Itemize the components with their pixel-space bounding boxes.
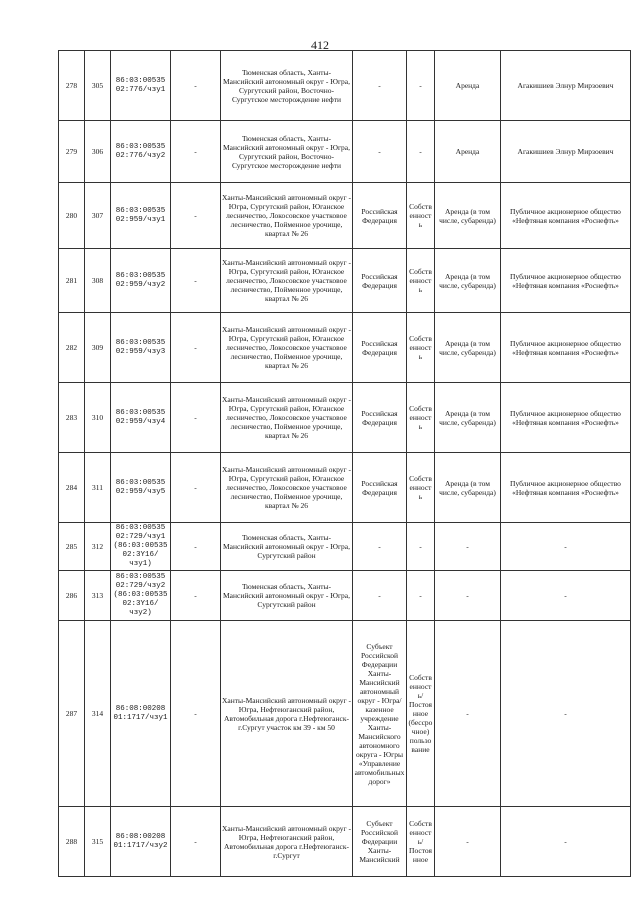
table-row: [59, 383, 631, 453]
address-cell: Ханты-Мансийский автономный округ - Югра, Сургутский район, Юганское лесничество, Локосовское участковое лесничество, Пойменное урочище, квартал № 26: [221, 313, 353, 383]
cadastral-number: 86:03:00535 02:776/чзу1: [111, 51, 171, 121]
point-number: 311: [85, 453, 111, 523]
encumbrance-cell: Аренда (в том числе, субаренда): [435, 183, 501, 249]
holder-cell: Агакишиев Элнур Мирзоевич: [501, 51, 631, 121]
holder-cell: -: [501, 621, 631, 807]
cadastral-number: 86:03:00535 02:959/чзу1: [111, 183, 171, 249]
owner-cell: -: [353, 121, 407, 183]
table-row: [59, 807, 631, 877]
holder-cell: -: [501, 807, 631, 877]
point-number: 305: [85, 51, 111, 121]
point-number: 307: [85, 183, 111, 249]
point-number: 314: [85, 621, 111, 807]
right-cell: -: [407, 51, 435, 121]
cadastral-number: 86:03:00535 02:776/чзу2: [111, 121, 171, 183]
right-cell: -: [407, 121, 435, 183]
holder-cell: Публичное акционерное общество «Нефтяная компания «Роснефть»: [501, 183, 631, 249]
dash-cell: -: [171, 621, 221, 807]
holder-cell: Агакишиев Элнур Мирзоевич: [501, 121, 631, 183]
table-row: [59, 523, 631, 571]
row-number: 286: [59, 571, 85, 621]
encumbrance-cell: -: [435, 571, 501, 621]
right-cell: Собственность/ Постоянное: [407, 807, 435, 877]
table-row: [59, 249, 631, 313]
row-number: 281: [59, 249, 85, 313]
row-number: 280: [59, 183, 85, 249]
owner-cell: -: [353, 523, 407, 571]
right-cell: Собственность: [407, 453, 435, 523]
table-row: [59, 121, 631, 183]
address-cell: Ханты-Мансийский автономный округ - Югра, Нефтеюганский район, Автомобильная дорога г.Нефтеюганск-г.Сургут участок км 39 - км 50: [221, 621, 353, 807]
dash-cell: -: [171, 571, 221, 621]
encumbrance-cell: Аренда (в том числе, субаренда): [435, 313, 501, 383]
table-row: [59, 621, 631, 807]
page-number: 412: [311, 38, 329, 52]
row-number: 287: [59, 621, 85, 807]
owner-cell: Российская Федерация: [353, 183, 407, 249]
encumbrance-cell: Аренда: [435, 121, 501, 183]
owner-cell: -: [353, 51, 407, 121]
dash-cell: -: [171, 183, 221, 249]
point-number: 310: [85, 383, 111, 453]
encumbrance-cell: Аренда (в том числе, субаренда): [435, 453, 501, 523]
point-number: 312: [85, 523, 111, 571]
address-cell: Ханты-Мансийский автономный округ - Югра, Сургутский район, Юганское лесничество, Локосовское участковое лесничество, Пойменное урочище, квартал № 26: [221, 383, 353, 453]
owner-cell: Российская Федерация: [353, 383, 407, 453]
table-row: [59, 313, 631, 383]
right-cell: -: [407, 571, 435, 621]
holder-cell: -: [501, 523, 631, 571]
dash-cell: -: [171, 313, 221, 383]
holder-cell: Публичное акционерное общество «Нефтяная компания «Роснефть»: [501, 313, 631, 383]
row-number: 284: [59, 453, 85, 523]
row-number: 279: [59, 121, 85, 183]
row-number: 282: [59, 313, 85, 383]
right-cell: Собственность: [407, 383, 435, 453]
right-cell: -: [407, 523, 435, 571]
right-cell: Собственность: [407, 183, 435, 249]
point-number: 308: [85, 249, 111, 313]
dash-cell: -: [171, 121, 221, 183]
table-row: [59, 51, 631, 121]
right-cell: Собственность: [407, 313, 435, 383]
dash-cell: -: [171, 383, 221, 453]
point-number: 313: [85, 571, 111, 621]
owner-cell: Субъект Российской Федерации Ханты-Мансийский автономный округ - Югра/ казенное учреждение Ханты-Мансийского автономного округа - Югры «Управление автомобильных дорог»: [353, 621, 407, 807]
cadastral-number: 86:08:00208 01:1717/чзу2: [111, 807, 171, 877]
address-cell: Тюменская область, Ханты-Мансийский автономный округ - Югра, Сургутский район, Восточно-Сургутское месторождение нефти: [221, 51, 353, 121]
cadastral-number: 86:03:00535 02:729/чзу2 (86:03:00535 02:3Y16/чзу2): [111, 571, 171, 621]
encumbrance-cell: Аренда: [435, 51, 501, 121]
dash-cell: -: [171, 453, 221, 523]
dash-cell: -: [171, 249, 221, 313]
row-number: 278: [59, 51, 85, 121]
row-number: 285: [59, 523, 85, 571]
point-number: 306: [85, 121, 111, 183]
encumbrance-cell: Аренда (в том числе, субаренда): [435, 249, 501, 313]
row-number: 283: [59, 383, 85, 453]
cadastral-number: 86:03:00535 02:959/чзу4: [111, 383, 171, 453]
address-cell: Ханты-Мансийский автономный округ - Югра, Сургутский район, Юганское лесничество, Локосовское участковое лесничество, Пойменное урочище, квартал № 26: [221, 249, 353, 313]
owner-cell: -: [353, 571, 407, 621]
point-number: 315: [85, 807, 111, 877]
point-number: 309: [85, 313, 111, 383]
cadastral-number: 86:03:00535 02:959/чзу5: [111, 453, 171, 523]
encumbrance-cell: -: [435, 807, 501, 877]
right-cell: Собственность: [407, 249, 435, 313]
cadastral-number: 86:08:00208 01:1717/чзу1: [111, 621, 171, 807]
dash-cell: -: [171, 523, 221, 571]
owner-cell: Российская Федерация: [353, 313, 407, 383]
register-table: [58, 50, 631, 877]
holder-cell: -: [501, 571, 631, 621]
table-row: [59, 183, 631, 249]
cadastral-number: 86:03:00535 02:959/чзу2: [111, 249, 171, 313]
owner-cell: Российская Федерация: [353, 249, 407, 313]
address-cell: Тюменская область, Ханты-Мансийский автономный округ - Югра, Сургутский район: [221, 571, 353, 621]
row-number: 288: [59, 807, 85, 877]
table-row: [59, 571, 631, 621]
encumbrance-cell: -: [435, 523, 501, 571]
address-cell: Ханты-Мансийский автономный округ - Югра, Сургутский район, Юганское лесничество, Локосовское участковое лесничество, Пойменное урочище, квартал № 26: [221, 453, 353, 523]
address-cell: Ханты-Мансийский автономный округ - Югра, Нефтеюганский район, Автомобильная дорога г.Нефтеюганск-г.Сургут: [221, 807, 353, 877]
holder-cell: Публичное акционерное общество «Нефтяная компания «Роснефть»: [501, 453, 631, 523]
holder-cell: Публичное акционерное общество «Нефтяная компания «Роснефть»: [501, 383, 631, 453]
holder-cell: Публичное акционерное общество «Нефтяная компания «Роснефть»: [501, 249, 631, 313]
table-row: [59, 453, 631, 523]
encumbrance-cell: Аренда (в том числе, субаренда): [435, 383, 501, 453]
address-cell: Тюменская область, Ханты-Мансийский автономный округ - Югра, Сургутский район: [221, 523, 353, 571]
encumbrance-cell: -: [435, 621, 501, 807]
right-cell: Собственность/ Постоянное (бессрочное) пользование: [407, 621, 435, 807]
address-cell: Ханты-Мансийский автономный округ - Югра, Сургутский район, Юганское лесничество, Локосовское участковое лесничество, Пойменное урочище, квартал № 26: [221, 183, 353, 249]
owner-cell: Субъект Российской Федерации Ханты-Мансийский: [353, 807, 407, 877]
cadastral-number: 86:03:00535 02:729/чзу1 (86:03:00535 02:3Y16/чзу1): [111, 523, 171, 571]
address-cell: Тюменская область, Ханты-Мансийский автономный округ - Югра, Сургутский район, Восточно-Сургутское месторождение нефти: [221, 121, 353, 183]
cadastral-number: 86:03:00535 02:959/чзу3: [111, 313, 171, 383]
dash-cell: -: [171, 51, 221, 121]
dash-cell: -: [171, 807, 221, 877]
owner-cell: Российская Федерация: [353, 453, 407, 523]
